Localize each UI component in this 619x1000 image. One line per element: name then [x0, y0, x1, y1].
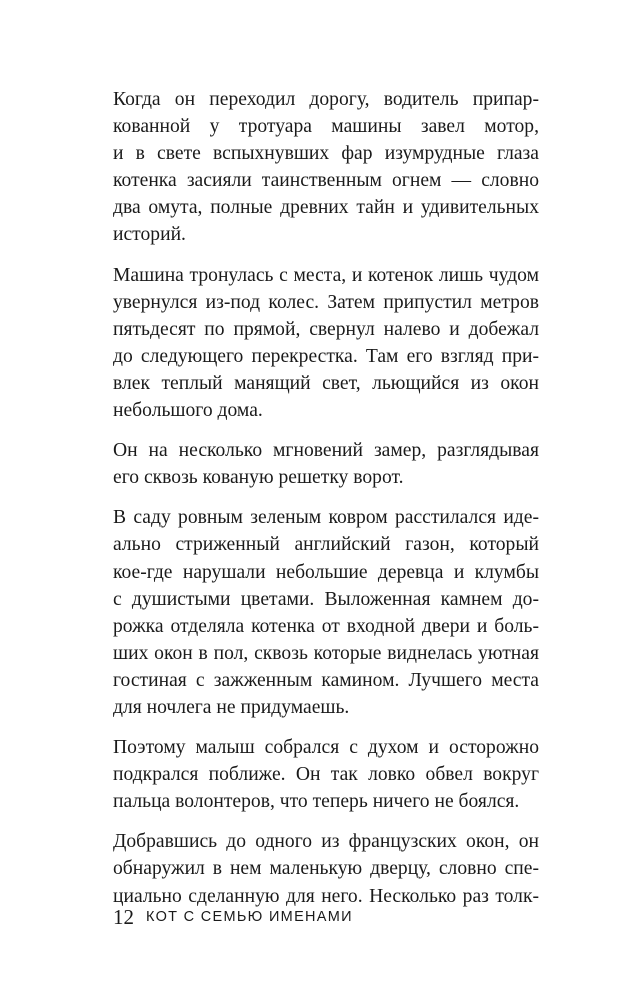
text-line: для ночлега не придумаешь.	[113, 696, 350, 718]
text-line: рожка отделяла котенка от входной двери и боль-	[113, 615, 539, 637]
text-line: и в свете вспыхнувших фар изумрудные глаза	[113, 143, 539, 165]
paragraph-6	[113, 828, 539, 909]
text-line: влек теплый манящий свет, льющийся из окон	[113, 372, 539, 394]
text-line: его сквозь кованую решетку ворот.	[113, 467, 404, 489]
text-line: небольшого дома.	[113, 400, 263, 422]
text-line: до следующего перекрестка. Там его взгляд при-	[113, 345, 539, 367]
text-line: котенка засияли таинственным огнем — словно	[113, 170, 539, 192]
text-line: Машина тронулась с места, и котенок лишь чудом	[113, 264, 539, 286]
paragraph-2	[113, 262, 539, 425]
text-line: подкрался поближе. Он так ловко обвел вокруг	[113, 764, 539, 786]
text-line: обнаружил в нем маленькую дверцу, словно спе-	[113, 858, 539, 880]
text-line: Поэтому малыш собрался с духом и осторожно	[113, 737, 539, 759]
paragraph-4	[113, 504, 539, 721]
text-line: Добравшись до одного из французских окон, он	[113, 831, 539, 853]
page-number: 12	[113, 905, 134, 929]
text-line: историй.	[113, 224, 186, 246]
paragraph-1	[113, 86, 539, 249]
text-line: с душистыми цветами. Выложенная камнем до-	[113, 588, 539, 610]
paragraph-3	[113, 437, 539, 491]
running-head: КОТ С СЕМЬЮ ИМЕНАМИ	[146, 909, 353, 925]
text-line: пальца волонтеров, что теперь ничего не боялся.	[113, 791, 520, 813]
body-text	[113, 86, 539, 923]
text-line: ших окон в пол, сквозь которые виднелась уютная	[113, 642, 539, 664]
text-line: кованной у тротуара машины завел мотор,	[113, 116, 539, 138]
text-line: ально стриженный английский газон, который	[113, 534, 539, 556]
text-line: гостиная с зажженным камином. Лучшего места	[113, 669, 539, 691]
text-line: Он на несколько мгновений замер, разглядывая	[113, 440, 539, 462]
text-line: кое-где нарушали небольшие деревца и клумбы	[113, 561, 539, 583]
text-line: увернулся из-под колес. Затем припустил метров	[113, 291, 539, 313]
text-line: два омута, полные древних тайн и удивительных	[113, 197, 539, 219]
text-line: Когда он переходил дорогу, водитель припар-	[113, 89, 539, 110]
text-line: пятьдесят по прямой, свернул налево и добежал	[113, 318, 539, 340]
paragraph-5	[113, 734, 539, 815]
text-line: циально сделанную для него. Несколько раз толк-	[113, 885, 539, 907]
text-line: В саду ровным зеленым ковром расстилался иде-	[113, 507, 539, 529]
